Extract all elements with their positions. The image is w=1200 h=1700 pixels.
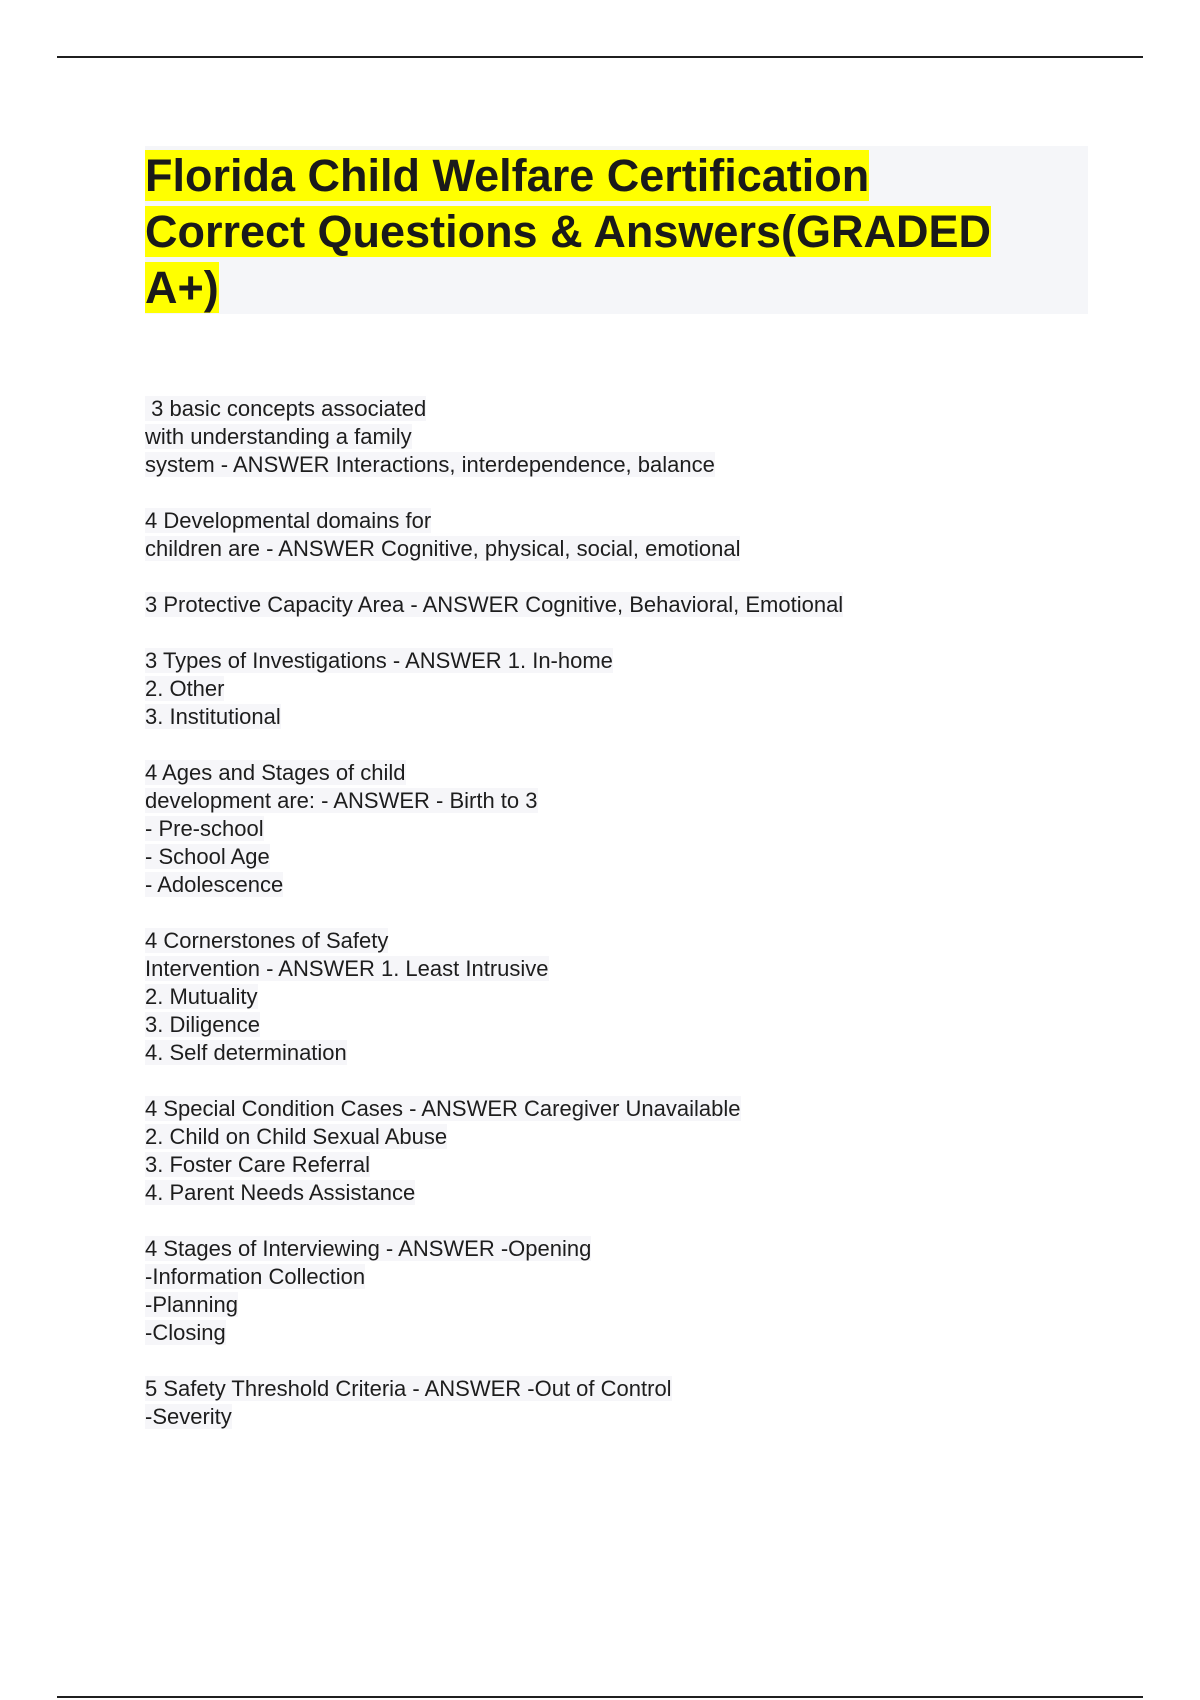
qa-line	[145, 1123, 1105, 1151]
qa-line-text: - Pre-school	[145, 816, 264, 841]
title-line: A+)	[145, 262, 219, 313]
qa-line	[145, 759, 1105, 787]
qa-line	[145, 983, 1105, 1011]
qa-line-text: 2. Mutuality	[145, 984, 258, 1009]
qa-line	[145, 1095, 1105, 1123]
qa-line-text: - School Age	[145, 844, 270, 869]
qa-line-text: -Closing	[145, 1320, 226, 1345]
qa-line	[145, 871, 1105, 899]
qa-line	[145, 647, 1105, 675]
qa-item	[145, 927, 1105, 1067]
qa-line	[145, 1235, 1105, 1263]
qa-line	[145, 955, 1105, 983]
qa-line-text: 4 Developmental domains for	[145, 508, 432, 533]
qa-line-text: 3. Diligence	[145, 1012, 260, 1037]
qa-line	[145, 675, 1105, 703]
qa-line	[145, 787, 1105, 815]
qa-line	[145, 451, 1105, 479]
qa-line-text: with understanding a family	[145, 424, 412, 449]
qa-line	[145, 1011, 1105, 1039]
qa-item	[145, 395, 1105, 479]
qa-line-text: 4 Special Condition Cases - ANSWER Caregiver Unavailable	[145, 1096, 741, 1121]
qa-line-text: 3. Institutional	[145, 704, 281, 729]
qa-line-text: system - ANSWER Interactions, interdependence, balance	[145, 452, 715, 477]
qa-line	[145, 395, 1105, 423]
qa-item	[145, 759, 1105, 899]
title-line: Florida Child Welfare Certification	[145, 150, 870, 201]
qa-line-text: 4. Self determination	[145, 1040, 347, 1065]
qa-line	[145, 927, 1105, 955]
qa-item	[145, 1235, 1105, 1347]
qa-item	[145, 591, 1105, 619]
qa-line-text: 4 Stages of Interviewing - ANSWER -Opening	[145, 1236, 592, 1261]
qa-line-text: 4 Cornerstones of Safety	[145, 928, 389, 953]
qa-line	[145, 1319, 1105, 1347]
qa-line	[145, 535, 1105, 563]
qa-line-text: -Severity	[145, 1404, 232, 1429]
qa-line-text: 5 Safety Threshold Criteria - ANSWER -Out of Control	[145, 1376, 672, 1401]
title-line: Correct Questions & Answers(GRADED	[145, 206, 991, 257]
qa-line-text: 4 Ages and Stages of child	[145, 760, 406, 785]
qa-line	[145, 1179, 1105, 1207]
qa-line	[145, 1151, 1105, 1179]
qa-line-text: - Adolescence	[145, 872, 284, 897]
qa-line-text: 3 Types of Investigations - ANSWER 1. In-home	[145, 648, 613, 673]
document-title	[145, 146, 1088, 316]
qa-line-text: 4. Parent Needs Assistance	[145, 1180, 416, 1205]
qa-line	[145, 591, 1105, 619]
title-block	[145, 146, 1088, 314]
qa-list	[145, 395, 1105, 1459]
qa-line-text: 2. Child on Child Sexual Abuse	[145, 1124, 448, 1149]
qa-line-text: children are - ANSWER Cognitive, physical, social, emotional	[145, 536, 741, 561]
qa-item	[145, 1375, 1105, 1431]
qa-line-text: development are: - ANSWER - Birth to 3	[145, 788, 538, 813]
qa-line	[145, 1039, 1105, 1067]
qa-line	[145, 1375, 1105, 1403]
qa-line-text: Intervention - ANSWER 1. Least Intrusive	[145, 956, 549, 981]
qa-line-text: -Information Collection	[145, 1264, 366, 1289]
qa-line	[145, 1263, 1105, 1291]
top-rule	[57, 56, 1143, 58]
qa-item	[145, 507, 1105, 563]
qa-line-text: 3 basic concepts associated	[145, 396, 427, 421]
qa-line	[145, 1403, 1105, 1431]
qa-line-text: 3 Protective Capacity Area - ANSWER Cognitive, Behavioral, Emotional	[145, 592, 844, 617]
qa-item	[145, 647, 1105, 731]
qa-line-text: -Planning	[145, 1292, 238, 1317]
qa-line-text: 2. Other	[145, 676, 225, 701]
bottom-rule	[57, 1696, 1143, 1698]
qa-line	[145, 703, 1105, 731]
qa-item	[145, 1095, 1105, 1207]
qa-line-text: 3. Foster Care Referral	[145, 1152, 370, 1177]
qa-line	[145, 423, 1105, 451]
qa-line	[145, 507, 1105, 535]
qa-line	[145, 843, 1105, 871]
qa-line	[145, 1291, 1105, 1319]
qa-line	[145, 815, 1105, 843]
